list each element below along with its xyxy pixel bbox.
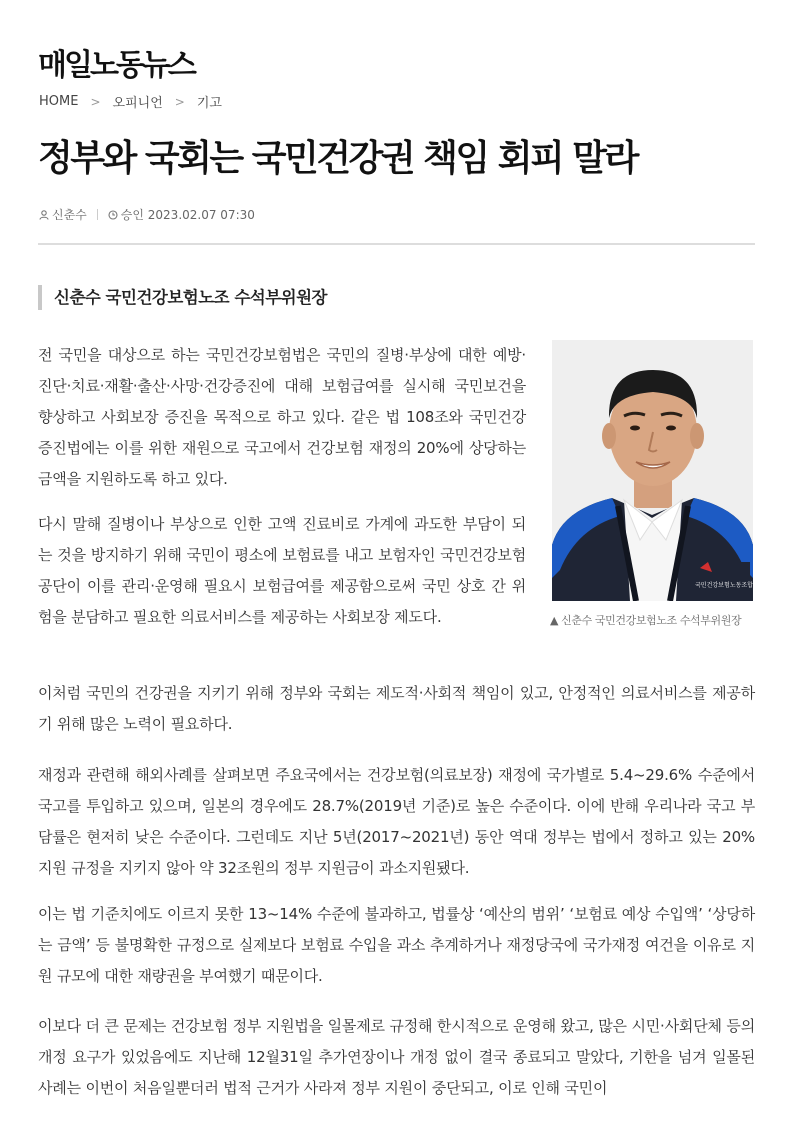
article-paragraph: 재정과 관련해 해외사례를 살펴보면 주요국에서는 건강보험(의료보장) 재정에 국가별로 5.4~29.6% 수준에서 국고를 투입하고 있으며, 일본의 경우에도 28.7%(2019년 기준)로 높은 수준이다. 이에 반해 우리나라 국고 부담률은 현저히 낮은 수준이다. 그런데도 지난 5년(2017~2021년) 동안 역대 정부는 법에서 정하고 있는 20% 지원 규정을 지키지 않아 약 32조원의 정부 지원금이 과소지원됐다. [38, 766, 755, 877]
article-paragraph: 전 국민을 대상으로 하는 국민건강보험법은 국민의 질병·부상에 대한 예방·진단·치료·재활·출산·사망·건강증진에 대해 보험급여를 실시해 국민보건을 향상하고 사회보장 증진을 목적으로 하고 있다. 같은 법 108조와 국민건강증진법에는 이를 위한 재원으로 국고에서 건강보험 재정의 20%에 상당하는 금액을 지원하도록 하고 있다. [38, 346, 526, 488]
breadcrumb-contribution[interactable]: 기고 [196, 96, 222, 111]
breadcrumb-opinion[interactable]: 오피니언 [112, 96, 163, 111]
photo-caption: ▲ 신춘수 국민건강보험노조 수석부위원장 [550, 614, 742, 627]
article-paragraph: 이는 법 기준치에도 이르지 못한 13~14% 수준에 불과하고, 법률상 ‘예산의 범위’ ‘보험료 예상 수입액’ ‘상당하는 금액’ 등 불명확한 규정으로 실제보다 보험료 수입을 과소 추계하거나 재정당국에 국가재정 여건을 이유로 지원 규모에 대한 재량권을 부여했기 때문이다. [38, 905, 755, 985]
meta-divider [97, 209, 98, 220]
breadcrumb [39, 92, 222, 111]
header-divider [38, 243, 755, 245]
author-name[interactable]: 신춘수 [52, 208, 87, 222]
article-subhead: 신춘수 국민건강보험노조 수석부위원장 [38, 285, 327, 310]
chevron-right-icon: > [90, 94, 101, 109]
author-photo [552, 340, 753, 601]
breadcrumb-home[interactable]: HOME [39, 94, 79, 109]
article-paragraph: 이처럼 국민의 건강권을 지키기 위해 정부와 국회는 제도적·사회적 책임이 있고, 안정적인 의료서비스를 제공하기 위해 많은 노력이 필요하다. [38, 684, 755, 733]
chevron-right-icon: > [174, 94, 185, 109]
person-icon [39, 210, 49, 220]
article-headline: 정부와 국회는 국민건강권 책임 회피 말라 [38, 138, 637, 179]
article-paragraph: 다시 말해 질병이나 부상으로 인한 고액 진료비로 가계에 과도한 부담이 되는 것을 방지하기 위해 국민이 평소에 보험료를 내고 보험자인 국민건강보험공단이 이를 관리·운영해 필요시 보험급여를 제공함으로써 국민 상호 간 위험을 분담하고 필요한 의료서비스를 제공하는 사회보장 제도다. [38, 515, 526, 626]
clock-icon [108, 210, 118, 220]
approved-date: 승인 2023.02.07 07:30 [120, 208, 255, 222]
article-paragraph: 이보다 더 큰 문제는 건강보험 정부 지원법을 일몰제로 규정해 한시적으로 운영해 왔고, 많은 시민·사회단체 등의 개정 요구가 있었음에도 지난해 12월31일 추가연장이나 개정 없이 결국 종료되고 말았다, 기한을 넘겨 일몰된 사례는 이번이 처음일뿐더러 법적 근거가 사라져 정부 지원이 중단되고, 이로 인해 국민이 [38, 1017, 755, 1097]
article-meta [39, 206, 255, 223]
site-logo[interactable]: 매일노동뉴스 [38, 48, 194, 83]
union-badge-text: 국민건강보험노동조합 [695, 582, 753, 589]
